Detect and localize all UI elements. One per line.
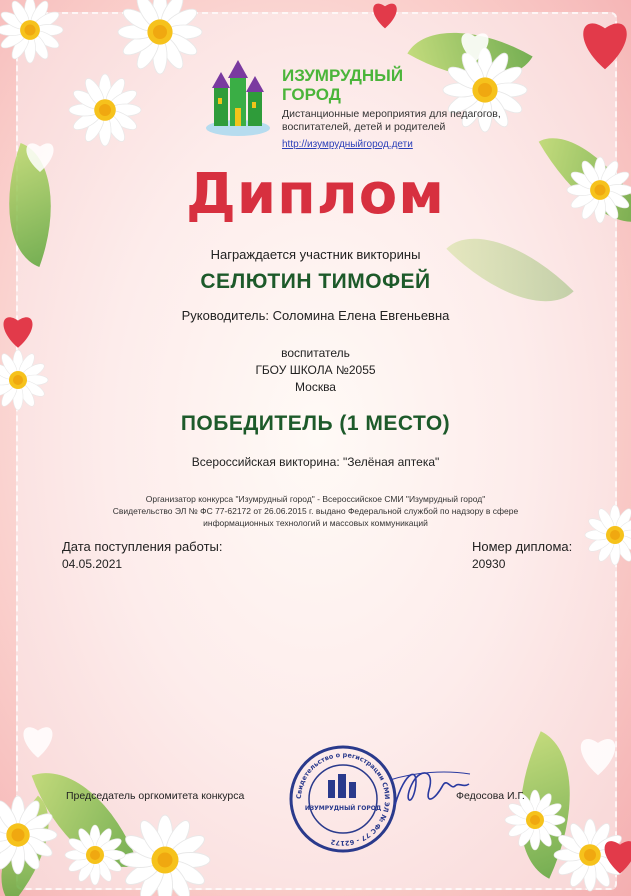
diploma-title: Диплом (185, 162, 446, 227)
number-value: 20930 (472, 557, 506, 571)
participant-name: СЕЛЮТИН ТИМОФЕЙ (200, 270, 431, 293)
awarded-text: Награждается участник викторины (210, 247, 421, 262)
result-text: ПОБЕДИТЕЛЬ (1 МЕСТО) (180, 412, 451, 435)
logo-subtitle: Дистанционные мероприятия для педагогов, воспитателей, детей и родителей (282, 108, 501, 133)
chairman-text: Председатель оргкомитета конкурса (66, 790, 245, 802)
school-text: ГБОУ ШКОЛА №2055 (255, 363, 376, 377)
website-link[interactable]: http://изумрудныйгород.дети (282, 139, 413, 150)
official-seal (288, 744, 398, 854)
date-label: Дата поступления работы: (62, 539, 223, 554)
emerald-city-logo-icon (202, 58, 274, 138)
number-label: Номер диплома: (472, 539, 573, 554)
date-value: 04.05.2021 (62, 557, 123, 571)
city-text: Москва (295, 380, 336, 394)
supervisor-text: Руководитель: Соломина Елена Евгеньевна (181, 308, 450, 323)
seal-ring-text: Свидетельство о регистрации СМИ ЭЛ № ФС 77 - 62172 (294, 750, 392, 848)
certificate-line: информационных технологий и массовых коммуникаций (203, 518, 428, 528)
position-text: воспитатель (281, 346, 350, 360)
organizer-line: Организатор конкурса "Изумрудный город" - Всероссийское СМИ "Изумрудный город" (145, 494, 486, 504)
certificate-line: Свидетельство ЭЛ № ФС 77-62172 от 26.06.2015 г. выдано Федеральной службой по надзору в сфере (112, 506, 519, 516)
signer-name: Федосова И.Г. (456, 790, 525, 802)
seal-center-text: ИЗУМРУДНЫЙ ГОРОД (304, 805, 382, 812)
logo-title: ИЗУМРУДНЫЙ ГОРОД (282, 66, 404, 104)
contest-text: Всероссийская викторина: "Зелёная аптека" (191, 455, 440, 469)
